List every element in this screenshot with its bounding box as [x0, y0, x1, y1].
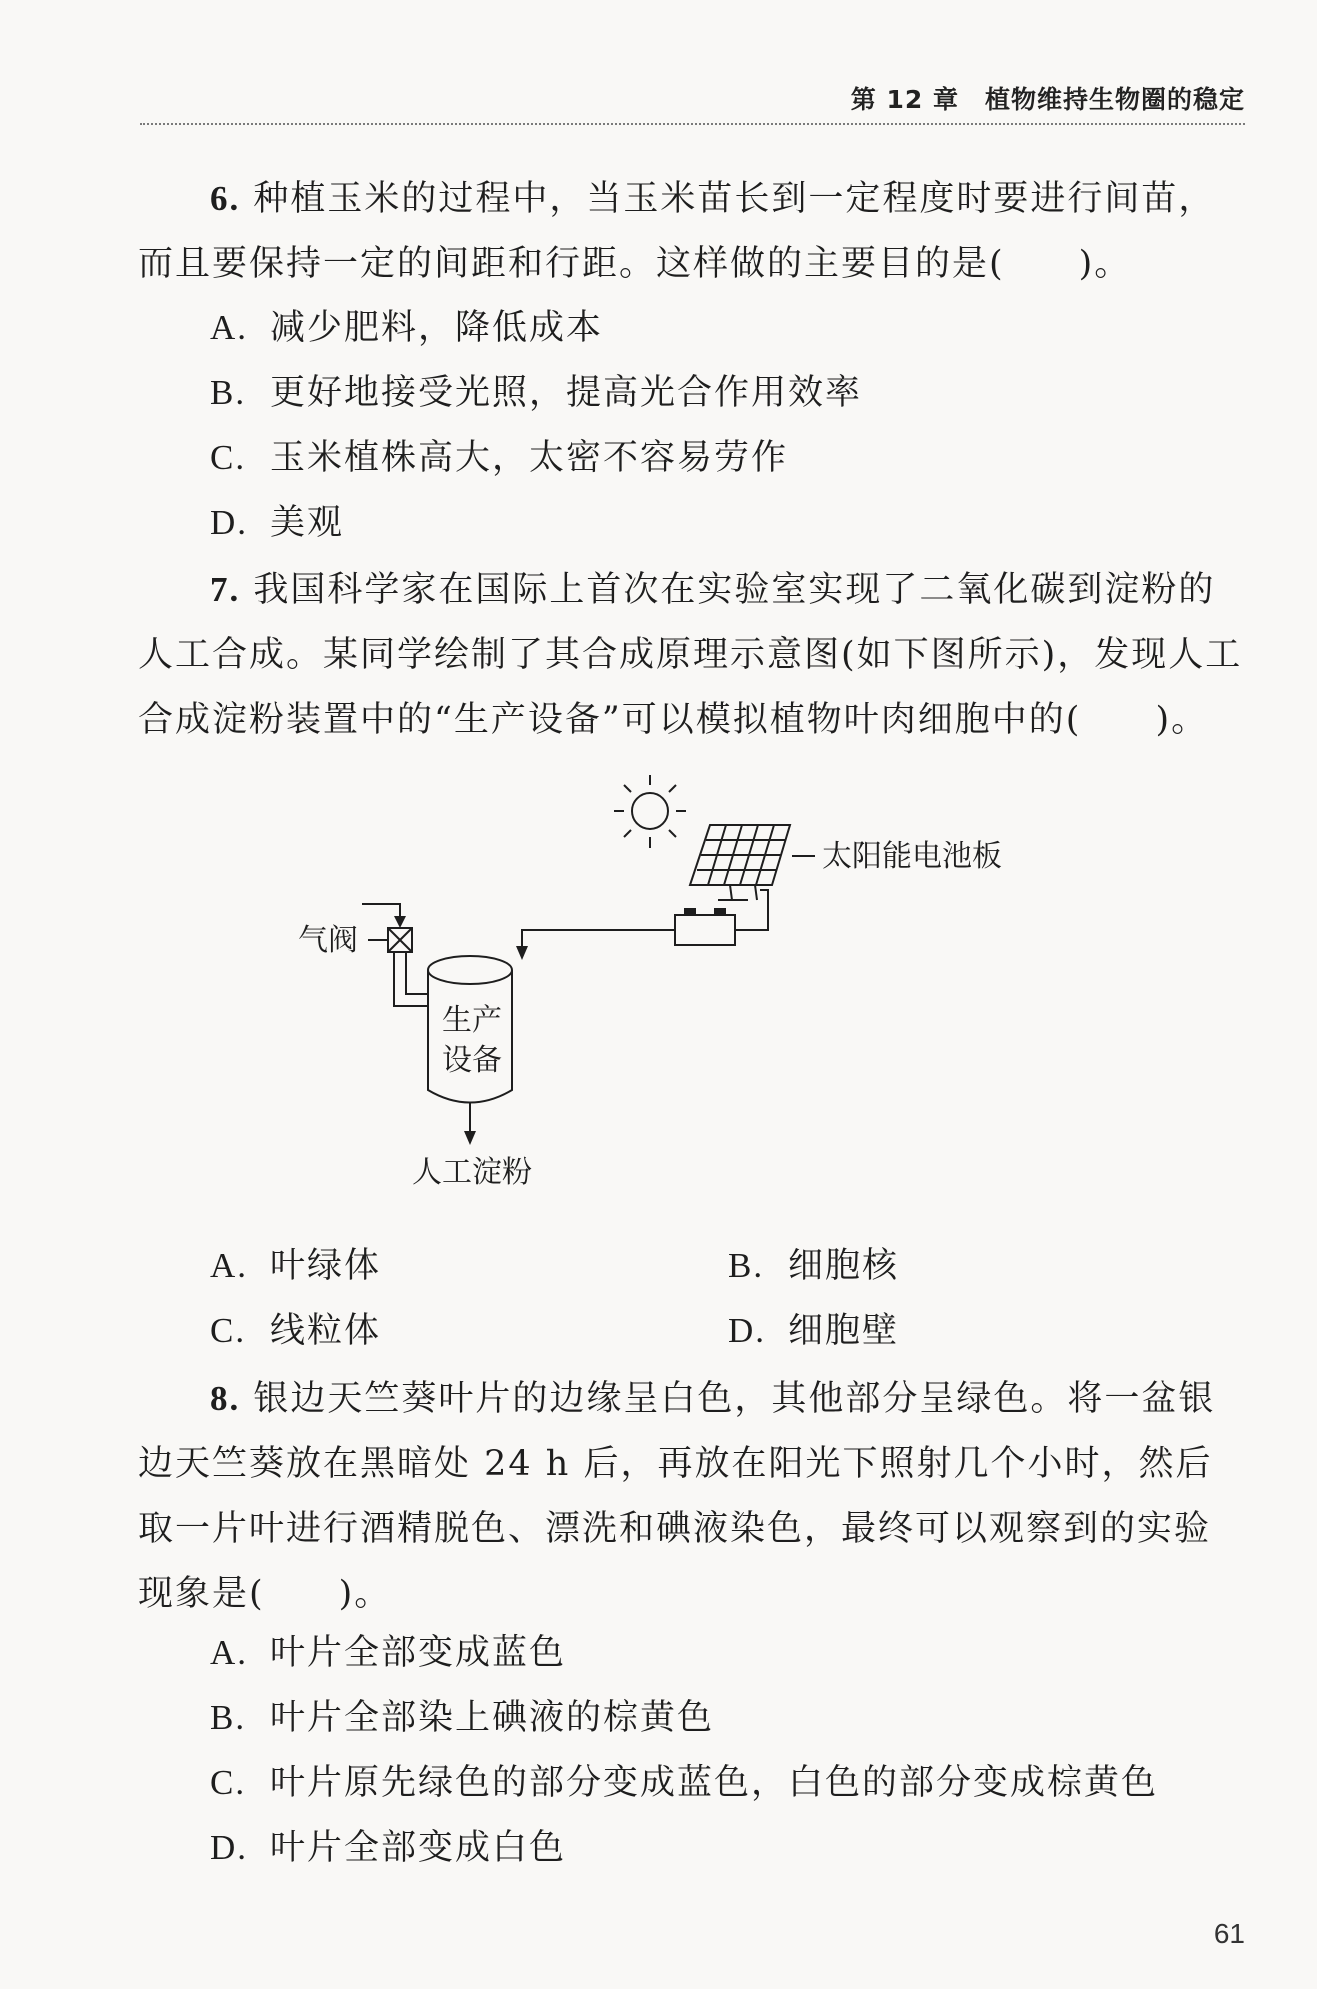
- valve-icon: [388, 928, 412, 952]
- q8-option-a: A. 叶片全部变成蓝色: [210, 1633, 567, 1673]
- valve-label: 气阀: [298, 923, 358, 958]
- synthesis-diagram: [298, 770, 1060, 1240]
- q7-option-b: B. 细胞核: [728, 1246, 900, 1286]
- device-label-line2: 设备: [442, 1043, 502, 1078]
- question-6-text: 种植玉米的过程中，当玉米苗长到一定程度时要进行间苗，而且要保持一定的间距和行距。这样做的主要目的是( )。: [138, 179, 1216, 284]
- solar-panel-label: 太阳能电池板: [822, 839, 1002, 874]
- question-8-text: 银边天竺葵叶片的边缘呈白色，其他部分呈绿色。将一盆银边天竺葵放在黑暗处 24 h 后，再放在阳光下照射几个小时，然后取一片叶进行酒精脱色、漂洗和碘液染色，最终可以观察到的实验现象是( )。: [138, 1379, 1216, 1614]
- question-6-number: 6.: [210, 179, 241, 218]
- header-divider: [140, 123, 1245, 125]
- solar-panel-icon: [690, 825, 815, 900]
- q7-option-c: C. 线粒体: [210, 1311, 382, 1351]
- q8-option-b: B. 叶片全部染上碘液的棕黄色: [210, 1698, 715, 1738]
- q8-option-c: C. 叶片原先绿色的部分变成蓝色，白色的部分变成棕黄色: [210, 1763, 1159, 1803]
- q6-option-b: B. 更好地接受光照，提高光合作用效率: [210, 373, 863, 413]
- question-7-number: 7.: [210, 570, 241, 609]
- q7-option-a: A. 叶绿体: [210, 1246, 382, 1286]
- chapter-header: 第 12 章 植物维持生物圈的稳定: [850, 85, 1245, 114]
- sun-icon: [614, 775, 686, 848]
- q6-option-d: D. 美观: [210, 503, 345, 543]
- q6-option-a: A. 减少肥料，降低成本: [210, 308, 604, 348]
- output-label: 人工淀粉: [412, 1155, 532, 1190]
- q7-option-d: D. 细胞壁: [728, 1311, 900, 1351]
- q6-option-c: C. 玉米植株高大，太密不容易劳作: [210, 438, 789, 478]
- question-6: [138, 166, 1246, 297]
- q8-option-d: D. 叶片全部变成白色: [210, 1828, 567, 1868]
- question-7-text: 我国科学家在国际上首次在实验室实现了二氧化碳到淀粉的人工合成。某同学绘制了其合成原理示意图(如下图所示)，发现人工合成淀粉装置中的“生产设备”可以模拟植物叶肉细胞中的( )。: [138, 570, 1243, 740]
- battery-icon: [675, 909, 735, 945]
- synthesis-diagram-svg: [298, 770, 1060, 1240]
- question-8-number: 8.: [210, 1379, 241, 1418]
- question-8: [138, 1366, 1246, 1627]
- question-7: [138, 557, 1246, 753]
- device-label-line1: 生产: [442, 1003, 502, 1038]
- page-number: 61: [1213, 1918, 1245, 1949]
